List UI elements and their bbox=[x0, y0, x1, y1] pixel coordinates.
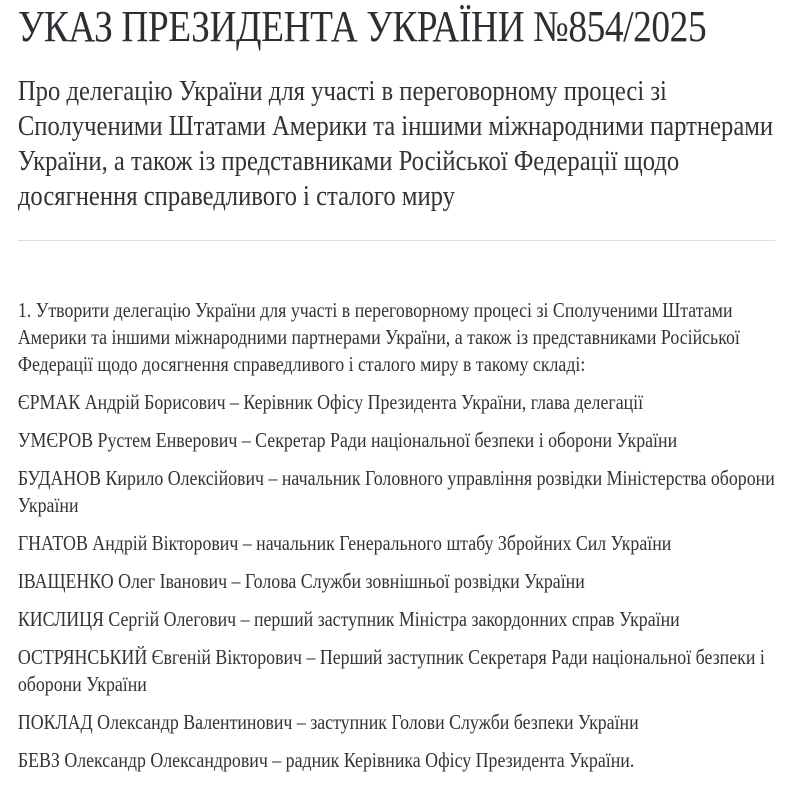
delegation-member: ЄРМАК Андрій Борисович – Керівник Офісу Президента України, глава делегації bbox=[17, 389, 644, 414]
delegation-member: ПОКЛАД Олександр Валентинович – заступник Голови Служби безпеки України bbox=[17, 709, 639, 734]
decree-body-intro: 1. Утворити делегацію України для участі в переговорному процесі зі Сполученими Штатами Америки та іншими міжнародними партнерами України, а також із представниками Російської Федерації щодо досягнення справедливого і сталого миру в такому складі: bbox=[17, 297, 740, 376]
delegation-member: ОСТРЯНСЬКИЙ Євгеній Вікторович – Перший заступник Секретаря Ради національної безпеки і оборони України bbox=[17, 644, 765, 696]
delegation-member: УМЄРОВ Рустем Енверович – Секретар Ради національної безпеки і оборони України bbox=[17, 427, 678, 452]
delegation-list bbox=[18, 389, 775, 774]
decree-subtitle: Про делегацію України для участі в переговорному процесі зі Сполученими Штатами Америки та іншими міжнародними партнерами України, а також із представниками Російської Федерації щодо досягнення справедливого і сталого миру bbox=[17, 74, 774, 212]
delegation-member: БЕВЗ Олександр Олександрович – радник Керівника Офісу Президента України. bbox=[17, 747, 635, 772]
section-divider bbox=[18, 240, 775, 241]
decree-body bbox=[18, 297, 775, 774]
delegation-member: ГНАТОВ Андрій Вікторович – начальник Генерального штабу Збройних Сил України bbox=[17, 530, 672, 555]
delegation-member: БУДАНОВ Кирило Олексійович – начальник Головного управління розвідки Міністерства оборони України bbox=[17, 465, 775, 517]
delegation-member: КИСЛИЦЯ Сергій Олегович – перший заступник Міністра закордонних справ України bbox=[17, 606, 680, 631]
delegation-member: ІВАЩЕНКО Олег Іванович – Голова Служби зовнішньої розвідки України bbox=[17, 568, 585, 593]
decree-title: УКАЗ ПРЕЗИДЕНТА УКРАЇНИ №854/2025 bbox=[17, 2, 707, 51]
